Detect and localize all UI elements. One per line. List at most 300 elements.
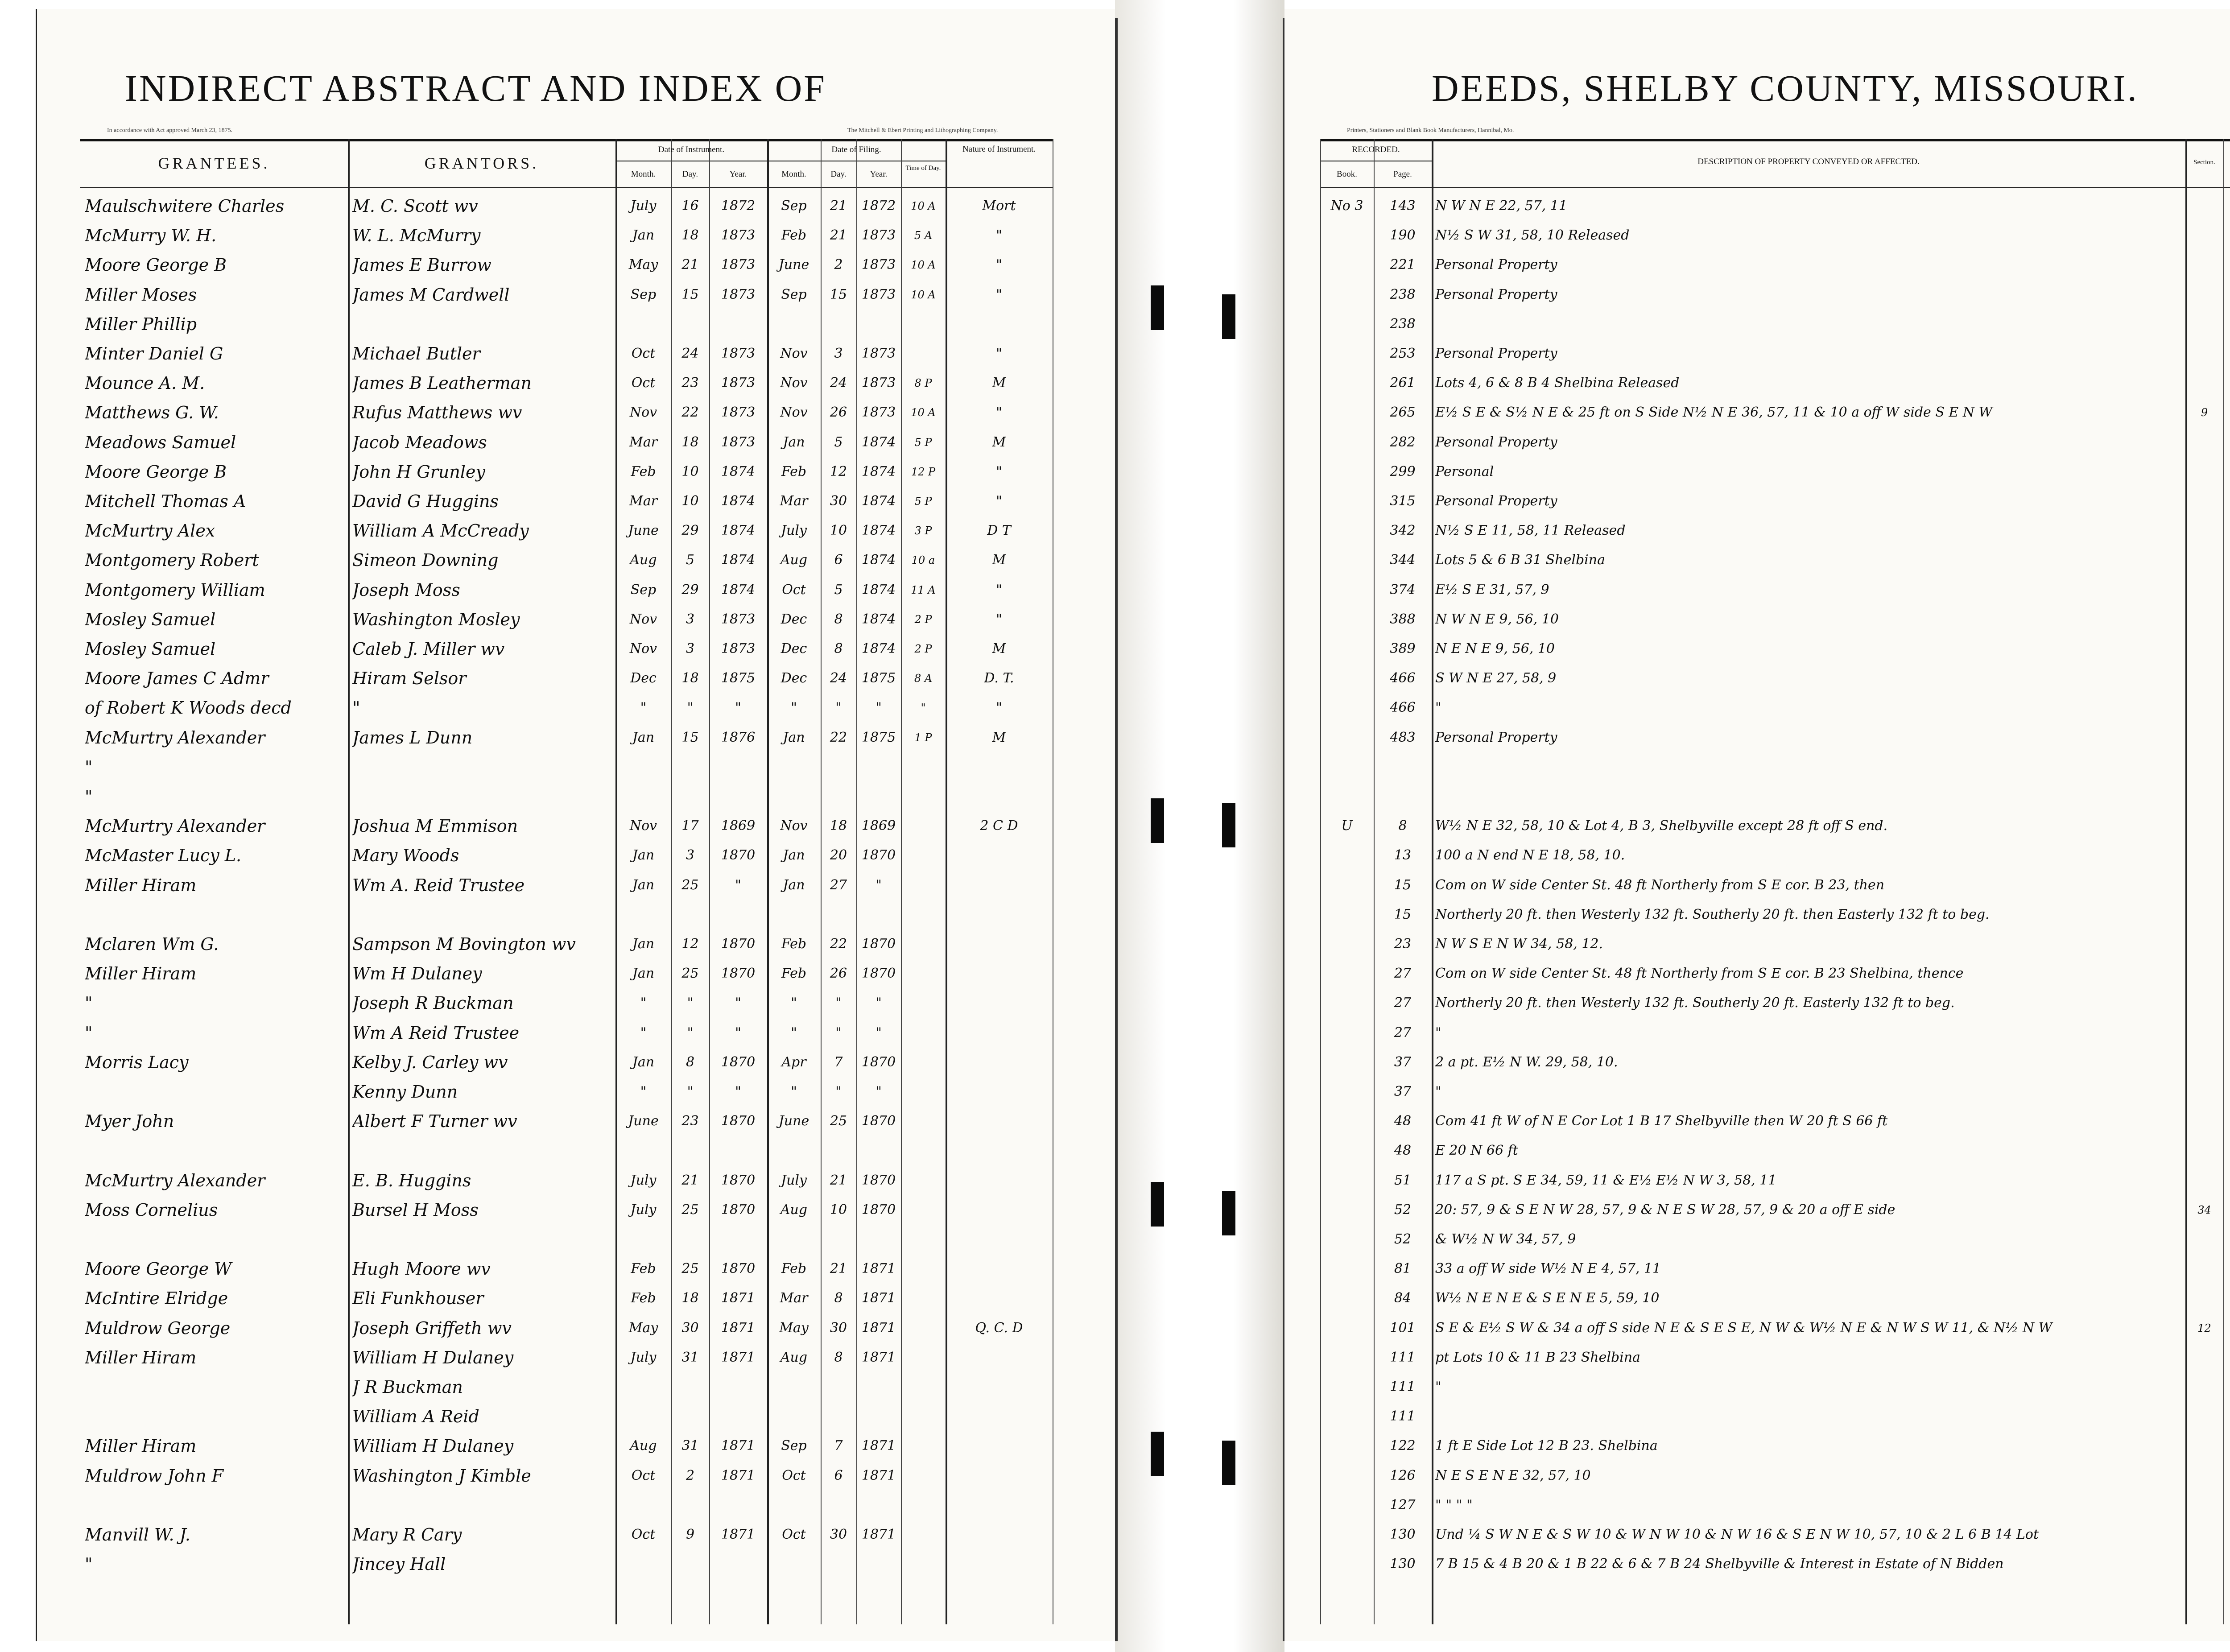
time-of-day-cell: 5 P <box>914 495 932 508</box>
grantee-cell: McMurtry Alexander <box>85 728 265 748</box>
instrument-month-cell: Nov <box>629 818 657 834</box>
grantee-cell: Myer John <box>85 1111 174 1131</box>
instrument-day-cell: 22 <box>681 405 699 420</box>
time-of-day-cell: 5 P <box>914 436 932 449</box>
header-filing-month: Month. <box>781 169 806 179</box>
page-cell: 221 <box>1390 257 1416 273</box>
instrument-day-cell: 31 <box>681 1438 699 1454</box>
grantee-cell: Manvill W. J. <box>85 1525 190 1545</box>
page-cell: 126 <box>1390 1468 1416 1483</box>
instrument-month-cell: Nov <box>629 405 657 420</box>
header-filing-day: Day. <box>830 169 847 179</box>
filing-month-cell: Dec <box>780 611 807 627</box>
instrument-year-cell: 1873 <box>721 405 756 420</box>
binding-hole <box>1151 1182 1164 1227</box>
filing-month-cell: May <box>779 1320 809 1336</box>
column-divider <box>2223 139 2224 1624</box>
grantee-cell: Mitchell Thomas A <box>85 491 246 511</box>
instrument-month-cell: Oct <box>631 1468 656 1483</box>
page-cell: 52 <box>1394 1231 1412 1247</box>
filing-month-cell: Feb <box>781 936 807 952</box>
time-of-day-cell: " <box>921 702 926 714</box>
instrument-day-cell: 3 <box>686 641 695 657</box>
filing-month-cell: July <box>781 1173 807 1188</box>
filing-month-cell: Nov <box>780 405 808 420</box>
grantee-cell: Morris Lacy <box>85 1053 189 1072</box>
filing-year-cell: 1874 <box>861 552 896 568</box>
page-cell: 111 <box>1390 1350 1416 1365</box>
grantee-cell: Miller Moses <box>85 285 197 305</box>
grantee-cell: Moss Cornelius <box>85 1200 218 1220</box>
description-cell: " <box>1435 1379 1441 1395</box>
filing-year-cell: " <box>875 995 882 1011</box>
time-of-day-cell: 5 A <box>914 229 933 242</box>
grantee-cell: " <box>85 757 93 777</box>
description-cell: N W N E 22, 57, 11 <box>1435 198 1568 214</box>
instrument-day-cell: 23 <box>681 375 699 391</box>
filing-day-cell: 3 <box>834 346 843 361</box>
instrument-year-cell: " <box>735 1025 741 1041</box>
instrument-month-cell: " <box>640 700 647 715</box>
page-cell: 190 <box>1390 227 1416 243</box>
filing-day-cell: 18 <box>830 818 847 834</box>
filing-month-cell: Dec <box>780 670 807 686</box>
book-cell: U <box>1341 818 1353 834</box>
description-cell: E½ S E & S½ N E & 25 ft on S Side N½ N E 36, 57, 11 & 10 a off W side S E N W <box>1435 405 1993 420</box>
instrument-month-cell: Jan <box>632 227 655 243</box>
filing-month-cell: Jan <box>783 877 805 893</box>
description-cell: 7 B 15 & 4 B 20 & 1 B 22 & 6 & 7 B 24 Shelbyville & Interest in Estate of N Bidden <box>1435 1556 2004 1572</box>
grantee-cell: of Robert K Woods decd <box>85 698 292 718</box>
instrument-month-cell: May <box>628 257 658 273</box>
filing-month-cell: Aug <box>780 1202 808 1218</box>
filing-month-cell: Sep <box>781 198 807 214</box>
column-divider <box>348 139 350 1624</box>
grantee-cell: Moore George W <box>85 1259 232 1279</box>
page-cell: 48 <box>1394 1143 1412 1158</box>
grantee-cell: McMaster Lucy L. <box>85 846 242 865</box>
filing-day-cell: 21 <box>830 227 847 243</box>
right-header-rule <box>1320 139 2230 141</box>
time-of-day-cell: 3 P <box>914 525 932 537</box>
filing-month-cell: Nov <box>780 346 808 361</box>
filing-month-cell: Aug <box>780 1350 808 1365</box>
instrument-month-cell: Nov <box>629 611 657 627</box>
instrument-year-cell: 1873 <box>721 346 756 361</box>
filing-day-cell: 5 <box>834 582 843 598</box>
page-cell: 466 <box>1390 700 1416 715</box>
page-cell: 27 <box>1394 966 1412 981</box>
grantee-cell: McMurtry Alex <box>85 521 215 541</box>
page-cell: 23 <box>1394 936 1412 952</box>
grantor-cell: William H Dulaney <box>352 1436 514 1456</box>
nature-cell: " <box>996 700 1002 715</box>
instrument-year-cell: 1870 <box>721 1202 756 1218</box>
instrument-year-cell: 1873 <box>721 641 756 657</box>
grantor-cell: Simeon Downing <box>352 550 499 570</box>
column-divider <box>1432 139 1433 1624</box>
filing-year-cell: 1870 <box>861 966 896 981</box>
left-page-edge <box>1115 18 1118 1641</box>
binding-hole <box>1151 798 1164 843</box>
filing-day-cell: 20 <box>830 847 847 863</box>
time-of-day-cell: 10 A <box>911 259 936 271</box>
instrument-month-cell: July <box>630 1350 657 1365</box>
header-nature-of-instrument: Nature of Instrument. <box>962 145 1036 154</box>
instrument-year-cell: 1874 <box>721 582 756 598</box>
instrument-year-cell: 1874 <box>721 552 756 568</box>
instrument-month-cell: July <box>630 1202 657 1218</box>
grantee-cell: Miller Hiram <box>85 876 197 895</box>
page-cell: 15 <box>1394 907 1412 922</box>
page-cell: 111 <box>1390 1408 1416 1424</box>
nature-cell: " <box>996 464 1002 479</box>
instrument-day-cell: 21 <box>681 257 699 273</box>
instrument-day-cell: 2 <box>686 1468 695 1483</box>
instrument-month-cell: Jan <box>632 877 655 893</box>
instrument-year-cell: 1875 <box>721 670 756 686</box>
grantor-cell: Bursel H Moss <box>352 1200 479 1220</box>
instrument-month-cell: Jan <box>632 847 655 863</box>
instrument-day-cell: 30 <box>681 1320 699 1336</box>
grantor-cell: Wm A Reid Trustee <box>352 1023 520 1043</box>
instrument-month-cell: Nov <box>629 641 657 657</box>
description-cell: " <box>1435 1025 1441 1041</box>
grantee-cell: Miller Hiram <box>85 1348 197 1367</box>
description-cell: N W N E 9, 56, 10 <box>1435 611 1559 627</box>
binding-hole <box>1222 1441 1235 1485</box>
grantee-cell: McMurtry Alexander <box>85 1171 265 1190</box>
grantee-cell: Mosley Samuel <box>85 610 216 629</box>
grantor-cell: William H Dulaney <box>352 1348 514 1367</box>
description-cell: 100 a N end N E 18, 58, 10. <box>1435 847 1625 863</box>
grantee-cell: Mclaren Wm G. <box>85 934 219 954</box>
nature-cell: D T <box>987 523 1011 538</box>
filing-year-cell: 1871 <box>861 1438 896 1454</box>
stationer-credit: Printers, Stationers and Blank Book Manufacturers, Hannibal, Mo. <box>1347 127 1514 134</box>
description-cell: W½ N E 32, 58, 10 & Lot 4, B 3, Shelbyville except 28 ft off S end. <box>1435 818 1888 834</box>
instrument-day-cell: 24 <box>681 346 699 361</box>
instrument-day-cell: 25 <box>681 1202 699 1218</box>
instrument-month-cell: " <box>640 1084 647 1099</box>
description-cell: Northerly 20 ft. then Westerly 132 ft. Southerly 20 ft. then Easterly 132 ft to beg. <box>1435 907 1990 922</box>
filing-month-cell: " <box>791 1084 797 1099</box>
instrument-month-cell: June <box>628 1113 659 1129</box>
grantor-cell: W. L. McMurry <box>352 226 481 245</box>
description-cell: E½ S E 31, 57, 9 <box>1435 582 1549 598</box>
page-cell: 130 <box>1390 1556 1416 1572</box>
filing-day-cell: " <box>835 1084 842 1099</box>
instrument-month-cell: Sep <box>630 582 657 598</box>
grantor-cell: James M Cardwell <box>352 285 510 305</box>
filing-day-cell: 5 <box>834 434 843 450</box>
filing-month-cell: Dec <box>780 641 807 657</box>
filing-month-cell: Mar <box>780 1290 808 1306</box>
page-cell: 130 <box>1390 1527 1416 1542</box>
filing-day-cell: 8 <box>834 611 843 627</box>
grantee-cell: Muldrow John F <box>85 1466 224 1486</box>
instrument-year-cell: 1873 <box>721 287 756 302</box>
instrument-year-cell: 1869 <box>721 818 756 834</box>
filing-day-cell: 25 <box>830 1113 847 1129</box>
description-cell: Lots 5 & 6 B 31 Shelbina <box>1435 552 1605 568</box>
filing-day-cell: 26 <box>830 405 847 420</box>
grantee-cell: Maulschwitere Charles <box>85 196 285 216</box>
page-cell: 315 <box>1390 493 1416 509</box>
nature-cell: M <box>992 434 1006 450</box>
page-cell: 389 <box>1390 641 1416 657</box>
description-cell: N½ S E 11, 58, 11 Released <box>1435 523 1626 538</box>
header-grantors: GRANTORS. <box>424 154 539 172</box>
instrument-month-cell: Feb <box>631 1290 656 1306</box>
description-cell: 33 a off W side W½ N E 4, 57, 11 <box>1435 1261 1661 1276</box>
filing-month-cell: Feb <box>781 1261 807 1276</box>
description-cell: Com on W side Center St. 48 ft Northerly from S E cor. B 23 Shelbina, thence <box>1435 966 1964 981</box>
grantee-cell: Meadows Samuel <box>85 433 236 452</box>
binding-hole <box>1222 1191 1235 1235</box>
left-page-title: INDIRECT ABSTRACT AND INDEX OF <box>125 68 827 109</box>
filing-month-cell: Mar <box>780 493 808 509</box>
page-cell: 8 <box>1398 818 1407 834</box>
nature-cell: M <box>992 641 1006 657</box>
section-cell: 34 <box>2197 1204 2211 1216</box>
instrument-month-cell: Jan <box>632 966 655 981</box>
nature-cell: M <box>992 375 1006 391</box>
instrument-month-cell: Oct <box>631 346 656 361</box>
column-divider <box>901 139 902 1624</box>
instrument-year-cell: 1873 <box>721 227 756 243</box>
filing-day-cell: 30 <box>830 1527 847 1542</box>
instrument-day-cell: 15 <box>681 730 699 745</box>
filing-year-cell: " <box>875 1025 882 1041</box>
page-cell: 81 <box>1394 1261 1412 1276</box>
grantor-cell: Eli Funkhouser <box>352 1289 484 1308</box>
filing-month-cell: Apr <box>781 1054 806 1070</box>
instrument-year-cell: 1871 <box>721 1438 756 1454</box>
description-cell: 117 a S pt. S E 34, 59, 11 & E½ E½ N W 3, 58, 11 <box>1435 1173 1777 1188</box>
time-of-day-cell: 12 P <box>911 466 936 478</box>
filing-month-cell: Feb <box>781 464 807 479</box>
grantor-cell: Hiram Selsor <box>352 669 467 688</box>
instrument-year-cell: 1873 <box>721 375 756 391</box>
page-cell: 84 <box>1394 1290 1412 1306</box>
grantor-cell: Joseph R Buckman <box>352 993 514 1013</box>
grantor-cell: Wm A. Reid Trustee <box>352 876 525 895</box>
instrument-year-cell: " <box>735 995 741 1011</box>
filing-year-cell: 1874 <box>861 611 896 627</box>
filing-day-cell: 10 <box>830 523 847 538</box>
instrument-month-cell: Dec <box>630 670 657 686</box>
grantor-cell: James L Dunn <box>352 728 473 748</box>
filing-day-cell: 7 <box>834 1438 843 1454</box>
description-cell: S W N E 27, 58, 9 <box>1435 670 1557 686</box>
header-township <box>2223 159 2230 166</box>
description-cell: Northerly 20 ft. then Westerly 132 ft. Southerly 20 ft. Easterly 132 ft to beg. <box>1435 995 1955 1011</box>
right-header-divider <box>1320 187 2230 188</box>
filing-month-cell: Feb <box>781 227 807 243</box>
instrument-year-cell: 1870 <box>721 936 756 952</box>
grantor-cell: Joseph Griffeth wv <box>352 1318 512 1338</box>
instrument-year-cell: 1871 <box>721 1350 756 1365</box>
page-cell: 143 <box>1390 198 1416 214</box>
page-cell: 48 <box>1394 1113 1412 1129</box>
page-cell: 111 <box>1390 1379 1416 1395</box>
filing-day-cell: 10 <box>830 1202 847 1218</box>
instrument-year-cell: " <box>735 877 741 893</box>
page-cell: 51 <box>1394 1173 1412 1188</box>
filing-year-cell: 1870 <box>861 936 896 952</box>
filing-month-cell: Jan <box>783 434 805 450</box>
filing-month-cell: " <box>791 1025 797 1041</box>
instrument-day-cell: 25 <box>681 877 699 893</box>
filing-day-cell: 27 <box>830 877 847 893</box>
grantor-cell: " <box>352 698 360 718</box>
instrument-year-cell: 1870 <box>721 966 756 981</box>
description-cell: " <box>1435 1084 1441 1099</box>
instrument-month-cell: July <box>630 1173 657 1188</box>
filing-year-cell: 1871 <box>861 1350 896 1365</box>
filing-month-cell: Aug <box>780 552 808 568</box>
time-of-day-cell: 10 A <box>911 289 936 301</box>
grantor-cell: J R Buckman <box>352 1377 463 1397</box>
page-cell: 342 <box>1390 523 1416 538</box>
instrument-year-cell: 1870 <box>721 1054 756 1070</box>
nature-cell: " <box>996 227 1002 243</box>
filing-year-cell: 1869 <box>861 818 896 834</box>
grantor-cell: Albert F Turner wv <box>352 1111 517 1131</box>
page-cell: 101 <box>1390 1320 1416 1336</box>
page-cell: 127 <box>1390 1497 1416 1513</box>
description-cell: Com 41 ft W of N E Cor Lot 1 B 17 Shelbyville then W 20 ft S 66 ft <box>1435 1113 1888 1129</box>
header-grantees: GRANTEES. <box>158 154 270 172</box>
instrument-day-cell: 10 <box>681 493 699 509</box>
page-cell: 265 <box>1390 405 1416 420</box>
filing-year-cell: 1873 <box>861 287 896 302</box>
instrument-month-cell: June <box>628 523 659 538</box>
instrument-month-cell: Feb <box>631 464 656 479</box>
filing-day-cell: 6 <box>834 1468 843 1483</box>
filing-month-cell: Oct <box>782 1527 806 1542</box>
description-cell: Personal Property <box>1435 730 1557 745</box>
filing-year-cell: 1873 <box>861 346 896 361</box>
instrument-year-cell: 1871 <box>721 1527 756 1542</box>
time-of-day-cell: 8 A <box>914 672 933 685</box>
description-cell: Com on W side Center St. 48 ft Northerly from S E cor. B 23, then <box>1435 877 1885 893</box>
filing-year-cell: 1873 <box>861 405 896 420</box>
instrument-year-cell: 1870 <box>721 847 756 863</box>
binding-hole <box>1151 1432 1164 1476</box>
description-cell: 20: 57, 9 & S E N W 28, 57, 9 & N E S W 28, 57, 9 & 20 a off E side <box>1435 1202 1896 1218</box>
instrument-month-cell: Aug <box>630 552 657 568</box>
filing-day-cell: 26 <box>830 966 847 981</box>
header-date-of-instrument: Date of Instrument. <box>658 145 725 154</box>
filing-month-cell: " <box>791 995 797 1011</box>
grantee-cell: Miller Phillip <box>85 314 197 334</box>
instrument-day-cell: 16 <box>681 198 699 214</box>
left-header-divider <box>80 187 1053 188</box>
page-cell: 299 <box>1390 464 1416 479</box>
grantee-cell: Muldrow George <box>85 1318 231 1338</box>
grantee-cell: Miller Hiram <box>85 1436 197 1456</box>
header-instrument-year: Year. <box>729 169 747 179</box>
filing-year-cell: 1871 <box>861 1290 896 1306</box>
instrument-month-cell: Feb <box>631 1261 656 1276</box>
page-cell: 388 <box>1390 611 1416 627</box>
filing-month-cell: Feb <box>781 966 807 981</box>
instrument-year-cell: 1874 <box>721 523 756 538</box>
description-cell: Und ¼ S W N E & S W 10 & W N W 10 & N W 16 & S E N W 10, 57, 10 & 2 L 6 B 14 Lot <box>1435 1527 2039 1542</box>
instrument-day-cell: 23 <box>681 1113 699 1129</box>
nature-cell: " <box>996 493 1002 509</box>
header-page: Page. <box>1393 169 1412 179</box>
grantee-cell: McMurtry Alexander <box>85 816 265 836</box>
header-instrument-day: Day. <box>682 169 698 179</box>
filing-year-cell: 1870 <box>861 1113 896 1129</box>
right-page-title: DEEDS, SHELBY COUNTY, MISSOURI. <box>1432 68 2139 109</box>
page-cell: 15 <box>1394 877 1412 893</box>
filing-month-cell: Jan <box>783 730 805 745</box>
nature-cell: D. T. <box>984 670 1014 686</box>
nature-cell: " <box>996 346 1002 361</box>
filing-year-cell: 1874 <box>861 434 896 450</box>
nature-cell: 2 C D <box>980 818 1018 834</box>
time-of-day-cell: 10 A <box>911 200 936 212</box>
page-cell: 238 <box>1390 287 1416 302</box>
book-gutter <box>1115 0 1284 1652</box>
instrument-day-cell: 3 <box>686 847 695 863</box>
instrument-year-cell: 1873 <box>721 611 756 627</box>
header-section: Section. <box>2193 159 2215 166</box>
filing-year-cell: 1871 <box>861 1261 896 1276</box>
grantee-cell: " <box>85 787 93 806</box>
township-cell <box>2224 1315 2230 1342</box>
description-cell: Lots 4, 6 & 8 B 4 Shelbina Released <box>1435 375 1680 391</box>
instrument-day-cell: 18 <box>681 227 699 243</box>
header-description: DESCRIPTION OF PROPERTY CONVEYED OR AFFECTED. <box>1697 157 1920 166</box>
section-cell: 9 <box>2201 406 2208 419</box>
grantee-cell: " <box>85 1023 93 1043</box>
header-date-of-filing: Date of Filing. <box>831 145 881 154</box>
filing-year-cell: " <box>875 1084 882 1099</box>
filing-year-cell: 1875 <box>861 670 896 686</box>
grantor-cell: Kelby J. Carley wv <box>352 1053 508 1072</box>
filing-day-cell: " <box>835 995 842 1011</box>
header-instrument-month: Month. <box>631 169 656 179</box>
filing-day-cell: 8 <box>834 1350 843 1365</box>
instrument-day-cell: 15 <box>681 287 699 302</box>
filing-year-cell: 1873 <box>861 375 896 391</box>
filing-day-cell: 21 <box>830 1173 847 1188</box>
act-notice: In accordance with Act approved March 23, 1875. <box>107 127 233 134</box>
description-cell: Personal Property <box>1435 493 1557 509</box>
time-of-day-cell: 2 P <box>914 613 932 626</box>
instrument-day-cell: 21 <box>681 1173 699 1188</box>
instrument-year-cell: 1870 <box>721 1173 756 1188</box>
description-cell: Personal <box>1435 464 1494 479</box>
description-cell: 1 ft E Side Lot 12 B 23. Shelbina <box>1435 1438 1658 1454</box>
filing-day-cell: " <box>835 1025 842 1041</box>
description-cell: Personal Property <box>1435 257 1557 273</box>
description-cell: Personal Property <box>1435 287 1557 302</box>
grantee-cell: Moore George B <box>85 462 227 482</box>
description-cell: pt Lots 10 & 11 B 23 Shelbina <box>1435 1350 1640 1365</box>
page-cell: 238 <box>1390 316 1416 332</box>
instrument-month-cell: Jan <box>632 1054 655 1070</box>
nature-cell: Mort <box>982 198 1016 214</box>
instrument-day-cell: 12 <box>681 936 699 952</box>
instrument-day-cell: 17 <box>681 818 699 834</box>
filing-day-cell: 24 <box>830 375 847 391</box>
